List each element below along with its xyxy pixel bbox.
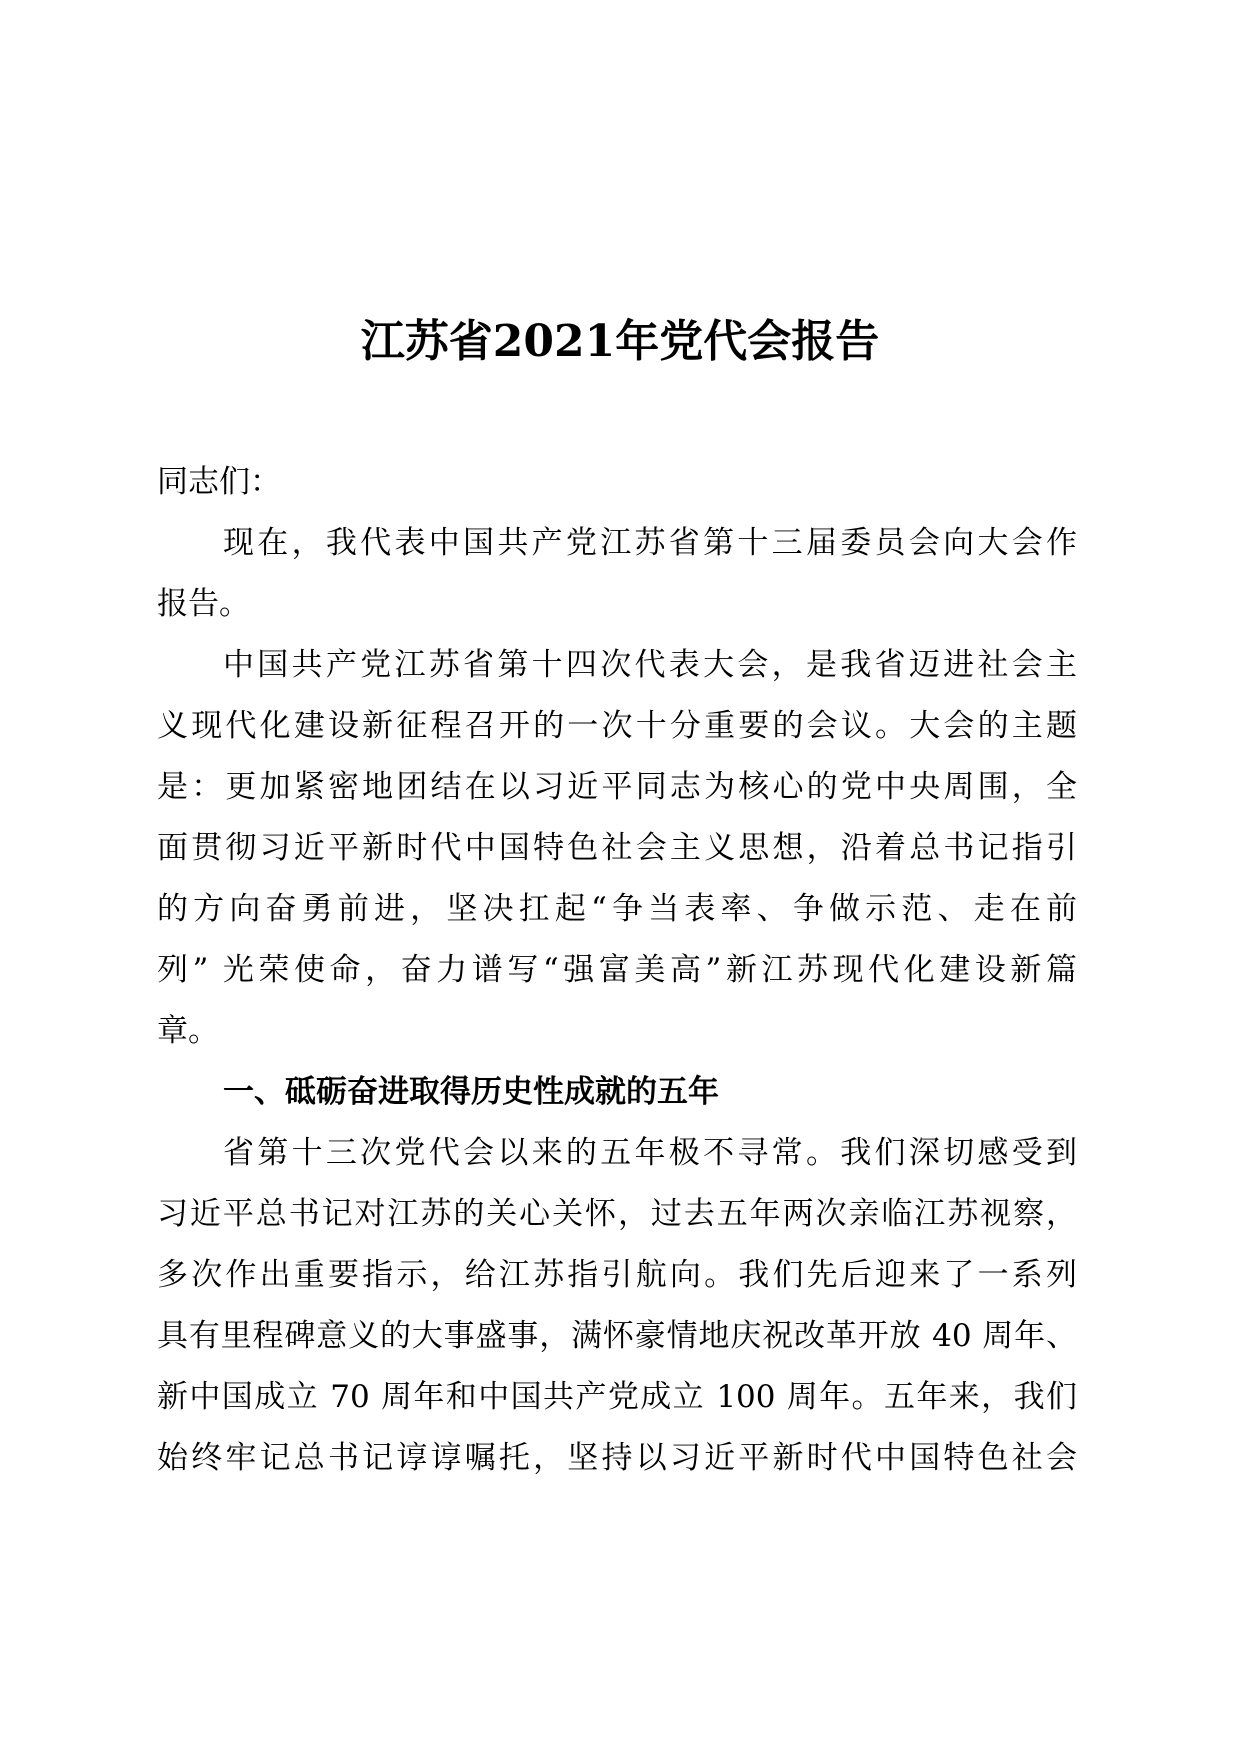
paragraph-line: 多次作出重要指示，给江苏指引航向。我们先后迎来了一系列	[157, 1257, 1077, 1293]
paragraph-line: 中国共产党江苏省第十四次代表大会，是我省迈进社会主	[223, 647, 1077, 683]
paragraph-line: 的方向奋勇前进，坚决扛起“争当表率、争做示范、走在前	[157, 891, 1077, 927]
salutation: 同志们：	[157, 464, 281, 500]
paragraph-line: 现在，我代表中国共产党江苏省第十三届委员会向大会作	[223, 525, 1077, 561]
paragraph-line: 习近平总书记对江苏的关心关怀，过去五年两次亲临江苏视察，	[157, 1196, 1077, 1232]
document-body	[157, 452, 1077, 1489]
paragraph-line: 省第十三次党代会以来的五年极不寻常。我们深切感受到	[223, 1135, 1077, 1171]
paragraph-line: 具有里程碑意义的大事盛事，满怀豪情地庆祝改革开放 40 周年、	[157, 1318, 1077, 1354]
document-title: 江苏省2021年党代会报告	[360, 316, 880, 367]
section-heading: 一、砥砺奋进取得历史性成就的五年	[223, 1074, 719, 1110]
paragraph-line: 报告。	[157, 586, 250, 622]
paragraph-line: 列” 光荣使命，奋力谱写“强富美高”新江苏现代化建设新篇	[157, 952, 1077, 988]
paragraph-line: 章。	[157, 1013, 219, 1049]
paragraph-line: 面贯彻习近平新时代中国特色社会主义思想，沿着总书记指引	[157, 830, 1077, 866]
paragraph-line: 是：更加紧密地团结在以习近平同志为核心的党中央周围，全	[157, 769, 1077, 805]
paragraph-1	[157, 513, 1077, 635]
paragraph-line: 始终牢记总书记谆谆嘱托，坚持以习近平新时代中国特色社会	[157, 1440, 1077, 1476]
paragraph-line: 义现代化建设新征程召开的一次十分重要的会议。大会的主题	[157, 708, 1077, 744]
section-paragraph	[157, 1123, 1077, 1489]
paragraph-2	[157, 635, 1077, 1062]
paragraph-line: 新中国成立 70 周年和中国共产党成立 100 周年。五年来，我们	[157, 1379, 1077, 1415]
